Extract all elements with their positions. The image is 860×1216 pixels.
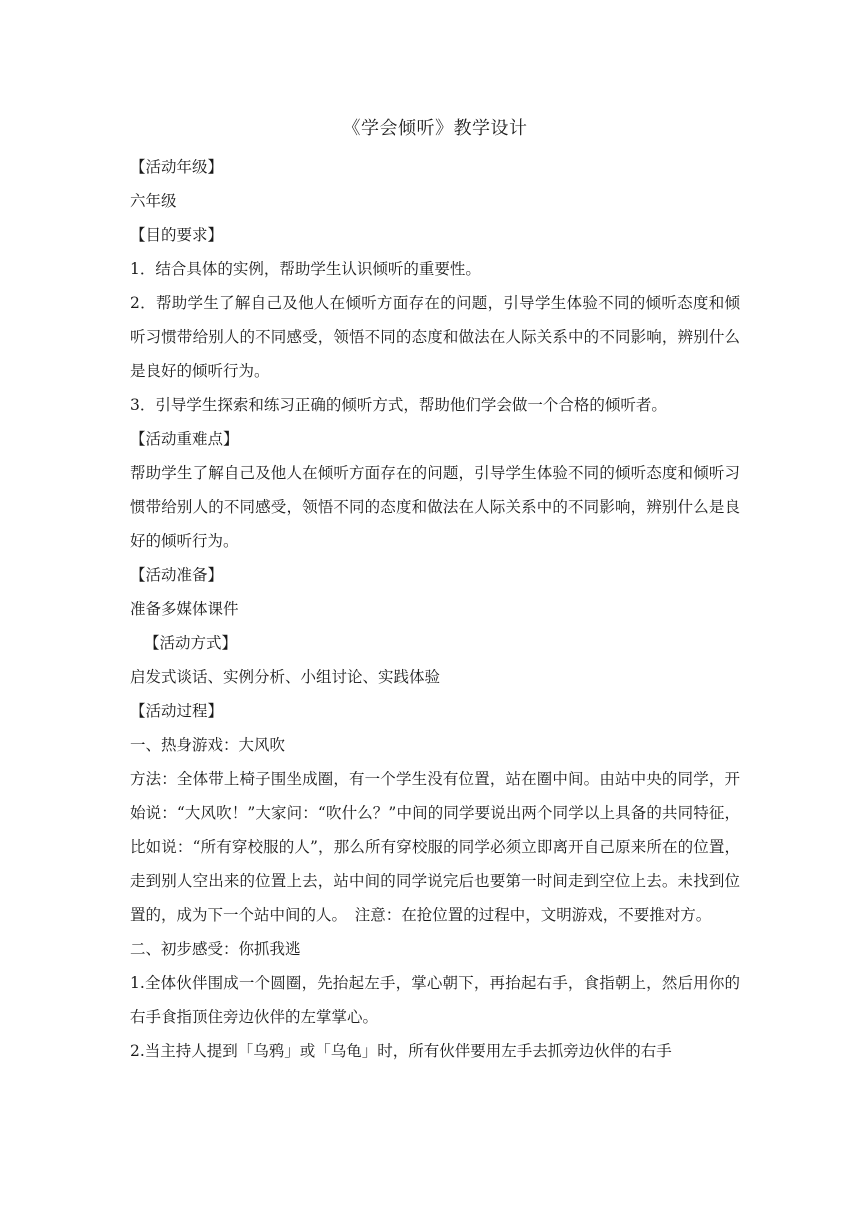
part-2-heading: 二、初步感受：你抓我逃 [130, 940, 301, 958]
method-heading: 【活动方式】 [144, 634, 238, 652]
part-1-text: 方法：全体带上椅子围坐成圈，有一个学生没有位置，站在圈中间。由站中央的同学，开始说：“大风吹！”大家问：“吹什么？”中间的同学要说出两个同学以上具备的共同特征，比如说：“所有穿校服的人”，那么所有穿校服的同学必须立即离开自己原来所在的位置，走到别人空出来的位置上去，站中间的同学说完后也要第一时间走到空位上去。未找到位置的，成为下一个站中间的人。 注意：在抢位置的过程中，文明游戏，不要推对方。 [130, 770, 740, 924]
grade-value: 六年级 [130, 192, 177, 210]
preparation-heading: 【活动准备】 [130, 566, 224, 584]
goals-heading: 【目的要求】 [130, 226, 224, 244]
document-title: 《学会倾听》教学设计 [342, 118, 528, 139]
part-1-heading: 一、热身游戏：大风吹 [130, 736, 286, 754]
goal-item-2: 2．帮助学生了解自己及他人在倾听方面存在的问题，引导学生体验不同的倾听态度和倾听习惯带给别人的不同感受，领悟不同的态度和做法在人际关系中的不同影响，辨别什么是良好的倾听行为。 [130, 294, 740, 380]
goal-item-3: 3．引导学生探索和练习正确的倾听方式，帮助他们学会做一个合格的倾听者。 [130, 396, 667, 414]
grade-heading: 【活动年级】 [130, 158, 224, 176]
goal-item-1: 1．结合具体的实例，帮助学生认识倾听的重要性。 [130, 260, 481, 278]
preparation-text: 准备多媒体课件 [130, 600, 239, 618]
key-points-text: 帮助学生了解自己及他人在倾听方面存在的问题，引导学生体验不同的倾听态度和倾听习惯带给别人的不同感受，领悟不同的态度和做法在人际关系中的不同影响，辨别什么是良好的倾听行为。 [130, 464, 740, 550]
part-2-item-2: 2.当主持人提到「乌鸦」或「乌龟」时，所有伙伴要用左手去抓旁边伙伴的右手 [130, 1042, 672, 1060]
part-2-item-1: 1.全体伙伴围成一个圆圈，先抬起左手，掌心朝下，再抬起右手，食指朝上，然后用你的右手食指顶住旁边伙伴的左掌掌心。 [130, 974, 740, 1026]
process-heading: 【活动过程】 [130, 702, 224, 720]
document-body [130, 112, 740, 1068]
key-points-heading: 【活动重难点】 [130, 430, 239, 448]
method-text: 启发式谈话、实例分析、小组讨论、实践体验 [130, 668, 441, 686]
